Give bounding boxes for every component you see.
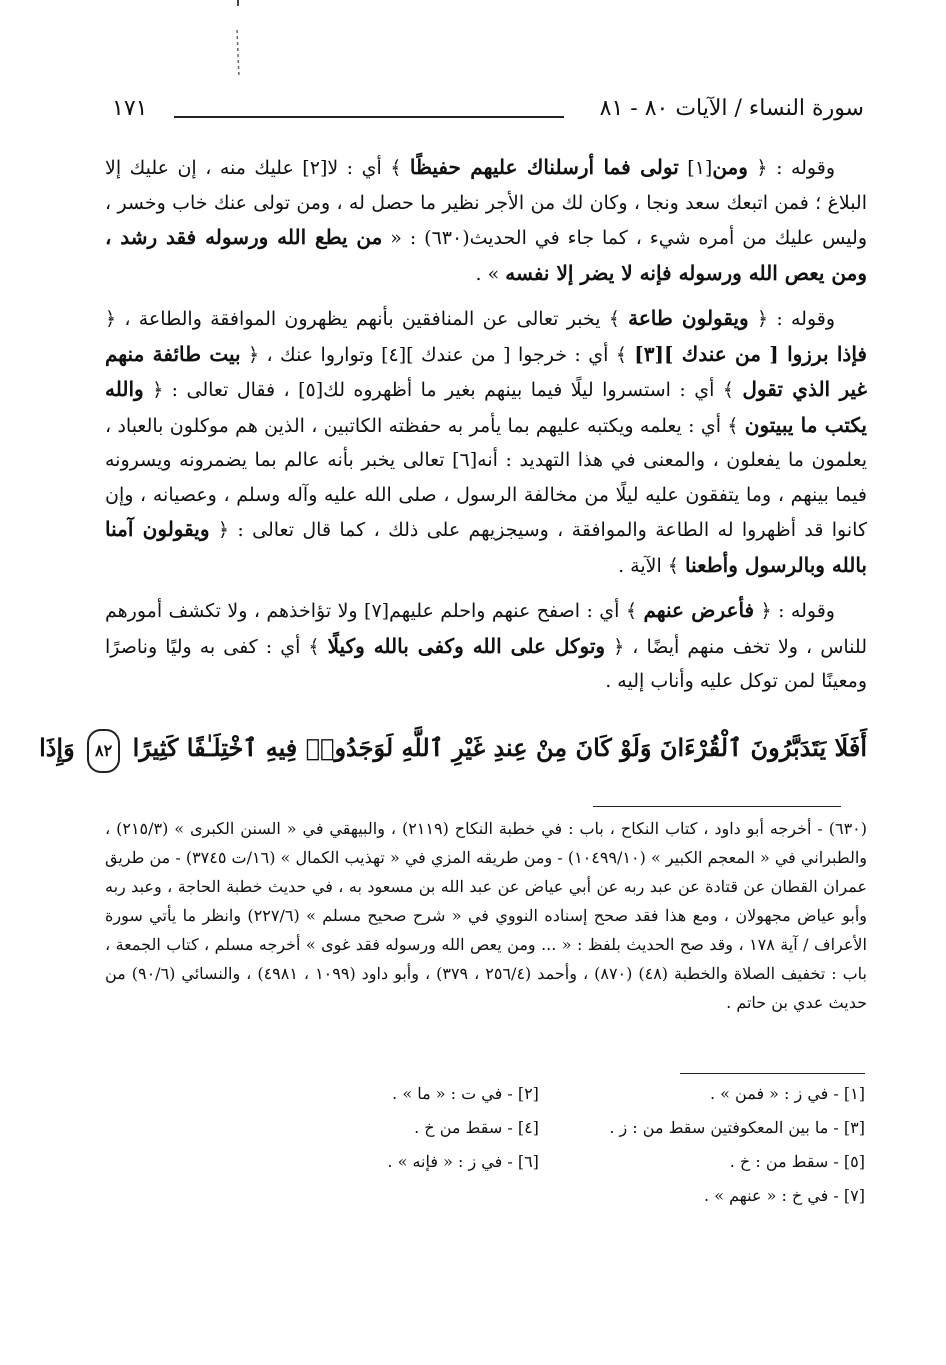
header-rule — [174, 116, 564, 118]
footnotes — [105, 814, 867, 1017]
scan-mark — [232, 0, 244, 80]
paragraph-text: وقوله : ﴿ — [747, 157, 836, 179]
page-header — [112, 96, 864, 130]
paragraph-text: ﴾ أي : اصفح عنهم واحلم عليهم[٧] ولا تؤاخذهم ، ولا تكشف أمورهم للناس ، ولا تخف منهم أيضًا ، ﴿ — [105, 600, 867, 658]
quoted-text: بيت طائفة منهم غير الذي تقول — [105, 341, 867, 401]
ayah-number-marker: ٨٢ — [87, 729, 120, 773]
commentary-body — [105, 150, 867, 709]
paragraph-text: ﴾ يخبر تعالى عن المنافقين بأنهم يظهرون الموافقة والطاعة ، ﴿ — [105, 308, 629, 330]
variant-row — [240, 1084, 865, 1118]
variant-note: [٧] - في خ : « عنهم » . — [704, 1186, 865, 1205]
paragraph-text: ﴾ أي : استسروا ليلًا فيما بينهم بغير ما أظهروه لك[٥] ، فقال تعالى : ﴿ — [143, 379, 743, 401]
paragraph-text: ﴾ أي : خرجوا [ من عندك ][٤] وتواروا عنك ، ﴿ — [240, 343, 635, 366]
variants-rule — [680, 1073, 865, 1074]
variant-note — [240, 1186, 539, 1220]
quran-verse — [39, 728, 867, 773]
quoted-text: تولى فما أرسلناك عليهم حفيظًا — [409, 155, 679, 179]
verse-continuation: وَإِذَا — [39, 733, 75, 762]
quoted-text: وتوكل على الله وكفى بالله وكيلًا — [327, 633, 606, 658]
footnote-rule — [593, 806, 841, 807]
paragraph-text: ﴾ أي : لا[٢] عليك منه ، إن عليك إلا البلاغ ؛ فمن اتبعك سعد ونجا ، وكان لك من الأجر نظير ما حصل له ، ومن تولى عنك خاب وخسر ، وليس عليك من أمره شيء ، كما جاء في الحديث(٦٣٠) : « — [105, 157, 867, 249]
quoted-text: فإذا برزوا [ من عندك ][٣] — [634, 341, 867, 366]
quoted-text: ومن — [712, 155, 748, 179]
paragraph-text: [١] — [678, 157, 713, 179]
paragraph-text: » . — [475, 262, 506, 285]
quoted-text: ويقولون طاعة — [628, 306, 749, 330]
paragraph — [105, 301, 867, 583]
running-title: سورة النساء / الآيات ٨٠ - ٨١ — [599, 96, 864, 121]
variant-note: [٥] - سقط من : خ . — [729, 1152, 865, 1171]
paragraph-text: وقوله : ﴿ — [754, 600, 835, 622]
footnote-630: (٦٣٠) - أخرجه أبو داود ، كتاب النكاح ، باب : في خطبة النكاح (٢١١٩) ، والبيهقي في « السنن الكبرى » (٢١٥/٣) ، والطبراني في « المعجم الكبير » (١٠٤٩٩/١٠) - ومن طريقه المزي في « تهذيب الكمال » (١٦/ت ٣٧٤٥) - من طريق عمران القطان عن قتادة عن عبد ربه عن أبي عياض عن عبد الله بن مسعود به ، في حديث خطبة الحاجة ، وعبد ربه وأبو عياض مجهولان ، ومع هذا فقد صحح إسناده النووي في « شرح صحيح مسلم » (٢٢٧/٦) وانظر ما يأتي سورة الأعراف / آية ١٧٨ ، وقد صح الحديث بلفظ : « ... ومن يعص الله ورسوله فقد غوى » أخرجه مسلم ، كتاب الجمعة ، باب : تخفيف الصلاة والخطبة (٤٨) (٨٧٠) ، وأحمد (٢٥٦/٤ ، ٣٧٩) ، وأبو داود (١٠٩٩ ، ٤٩٨١) ، والنسائي (٩٠/٦) من حديث عدي بن حاتم . — [105, 819, 868, 1012]
paragraph — [105, 150, 867, 291]
quoted-text: فأعرض عنهم — [643, 598, 755, 622]
paragraph-text: ﴾ أي : كفى به وليًا وناصرًا ومعينًا لمن توكل عليه وأناب إليه . — [105, 635, 867, 692]
quoted-text: من يطع الله ورسوله فقد رشد ، ومن يعص الله ورسوله فإنه لا يضر إلا نفسه — [105, 225, 867, 285]
variant-row — [240, 1152, 865, 1186]
page-number: ١٧١ — [112, 96, 148, 121]
quoted-text: ويقولون آمنا بالله وبالرسول وأطعنا — [105, 517, 867, 577]
variant-note: [٦] - في ز : « فإنه » . — [387, 1152, 539, 1171]
quoted-text: والله يكتب ما يبيتون — [105, 377, 867, 437]
textual-variants — [240, 1084, 865, 1220]
variant-note: [٣] - ما بين المعكوفتين سقط من : ز . — [609, 1118, 865, 1137]
paragraph-text: ﴾ الآية . — [618, 554, 685, 577]
variant-row — [240, 1118, 865, 1152]
variant-row — [240, 1186, 865, 1220]
verse-text: أَفَلَا يَتَدَبَّرُونَ ٱلْقُرْءَانَ وَلَوْ كَانَ مِنْ عِندِ غَيْرِ ٱللَّهِ لَوَجَدُوا۟ فِيهِ ٱخْتِلَـٰفًا كَثِيرًا — [132, 733, 867, 762]
paragraph-text: ﴾ أي : يعلمه ويكتبه عليهم بما يأمر به حفظته الكاتبين ، الذين هم موكلون بالعباد ، يعلمون ما يفعلون ، والمعنى في هذا التهديد : أنه[٦] تعالى يخبر بأنه عالم بما يضمرونه ويسرونه فيما بينهم ، وما يتفقون عليه ليلًا من مخالفة الرسول ، صلى الله عليه وآله وسلم ، وعصيانه ، وإن كانوا قد أظهروا له الطاعة والموافقة ، وسيجزيهم على ذلك ، كما قال تعالى : ﴿ — [105, 414, 867, 541]
variant-note: [١] - في ز : « فمن » . — [709, 1084, 865, 1103]
variant-note: [٤] - سقط من خ . — [414, 1118, 539, 1137]
paragraph-text: وقوله : ﴿ — [748, 308, 836, 330]
paragraph — [105, 593, 867, 699]
variant-note: [٢] - في ت : « ما » . — [392, 1084, 539, 1103]
